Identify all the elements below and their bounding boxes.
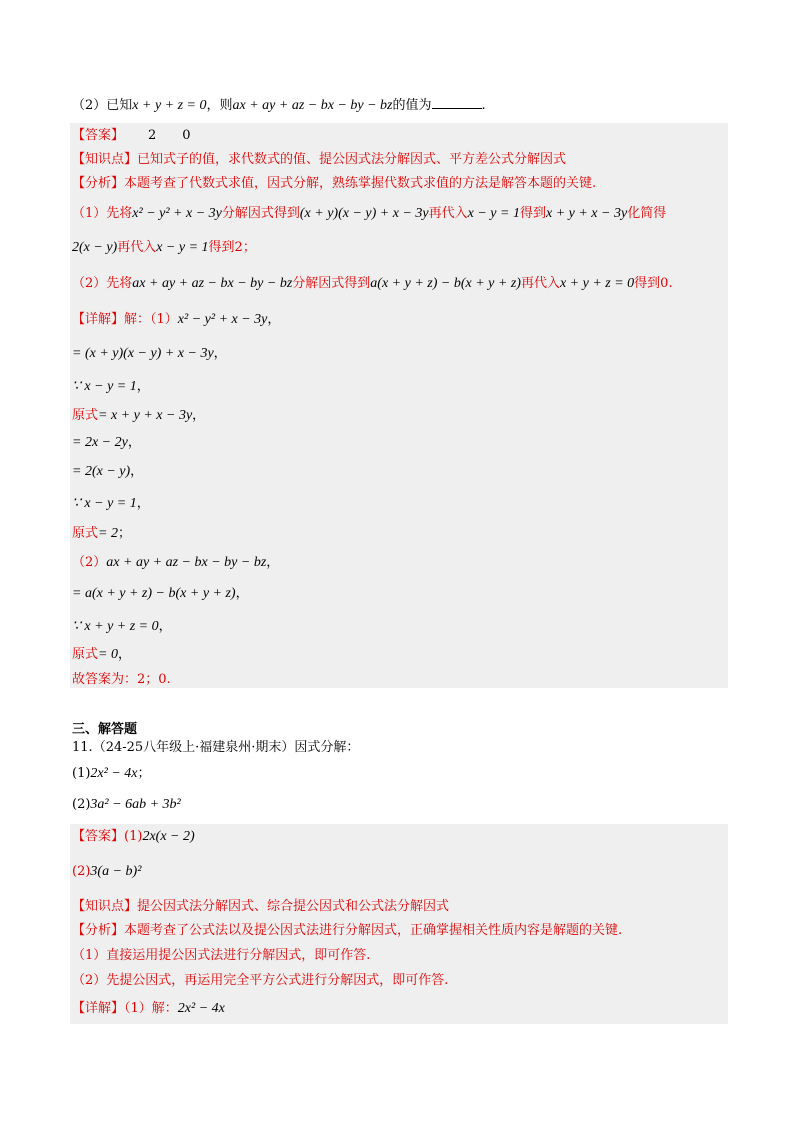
step-3-math: ∵ x − y = 1: [72, 379, 137, 394]
analysis-1-part2: [72, 274, 673, 294]
knowledge-label: 【知识点】: [72, 152, 138, 167]
detail-step-8: 原式= 2；: [72, 526, 131, 541]
detail-text: 解：（1）: [124, 312, 178, 327]
a2-math1: ax + ay + az − bx − by − bz: [132, 276, 293, 291]
a1-math4: x + y + x − 3y: [545, 206, 628, 221]
answer-values: 2 0: [148, 128, 191, 143]
detail-step-11: ∵ x + y + z = 0，: [72, 619, 172, 634]
analysis-2-part2: （2）先提公因式，再运用完全平方公式进行分解因式，即可作答.: [72, 973, 449, 988]
step-5-math: = 2x − 2y: [72, 435, 128, 450]
q11-p1-math: 2x² − 4x: [90, 766, 138, 781]
detail-step-10: = a(x + y + z) − b(x + y + z)，: [72, 586, 249, 601]
q2-condition: x + y + z = 0: [132, 98, 207, 113]
q11-text: （24-25八年级上·福建泉州·期末）因式分解：: [92, 740, 360, 755]
q2-prefix: （2）已知: [72, 98, 133, 113]
answer-2-p2-label: (2): [72, 864, 91, 879]
detail-step-6: = 2(x − y)，: [72, 464, 144, 479]
a1-text1: （1）先将: [72, 206, 133, 221]
a2-text1: （2）先将: [72, 276, 133, 291]
a1-text3: 再代入: [428, 206, 468, 221]
step-10-math: = a(x + y + z) − b(x + y + z): [72, 586, 236, 601]
step-4-math: = x + y + x − 3y: [98, 408, 193, 423]
answer-2-p2-line: [72, 862, 141, 882]
step-12-label: 原式: [72, 647, 99, 662]
detail-step-9: （2）ax + ay + az − bx − by − bz，: [72, 555, 280, 570]
a1-text7: 得到2；: [208, 240, 256, 255]
step-4-label: 原式: [72, 408, 99, 423]
detail-step-2: = (x + y)(x − y) + x − 3y，: [72, 346, 227, 361]
knowledge-2-line: [72, 897, 449, 917]
a1-math2: (x + y)(x − y) + x − 3y: [299, 206, 429, 221]
a1-text6: 再代入: [117, 240, 157, 255]
a1-math3: x − y = 1: [467, 206, 520, 221]
analysis-text: 本题考查了代数式求值，因式分解，熟练掌握代数式求值的方法是解答本题的关键.: [124, 176, 597, 191]
step-12-math: = 0: [98, 647, 118, 662]
knowledge-2-text: 提公因式法分解因式、综合提公因式和公式法分解因式: [137, 899, 450, 914]
a1-text4: 得到: [519, 206, 546, 221]
analysis-2-part1: （1）直接运用提公因式法进行分解因式，即可作答.: [72, 948, 371, 963]
step-8-math: = 2: [98, 526, 118, 541]
answer-2-line: [72, 827, 195, 847]
analysis-label: 【分析】: [72, 176, 125, 191]
q11-p2-math: 3a² − 6ab + 3b²: [90, 797, 181, 812]
detail-2-math: 2x² − 4x: [177, 1001, 225, 1016]
q11-number: 11.: [72, 740, 93, 755]
q11-part-2: [72, 795, 181, 815]
q11-p2-label: (2): [72, 797, 91, 812]
detail-step-3: ∵ x − y = 1，: [72, 379, 150, 394]
q2-expression: ax + ay + az − bx − by − bz: [232, 98, 393, 113]
final-answer: 故答案为：2；0.: [72, 672, 171, 687]
answer-blank: [432, 96, 482, 109]
detail-step-12: 原式= 0，: [72, 647, 131, 662]
answer-1-line: [72, 126, 191, 146]
detail-2-text: （1）解：: [124, 1001, 178, 1016]
detail-step-7: ∵ x − y = 1，: [72, 496, 150, 511]
q11-part-1: (1)2x² − 4x；: [72, 766, 151, 781]
a2-text2: 分解因式得到: [292, 276, 371, 291]
a2-text3: 再代入: [520, 276, 560, 291]
step-9-math: ax + ay + az − bx − by − bz: [106, 555, 267, 570]
q2-end: .: [481, 98, 486, 113]
analysis-1-part1-cont: [72, 238, 256, 258]
analysis-2-line: [72, 921, 622, 941]
step-11-math: ∵ x + y + z = 0: [72, 619, 159, 634]
detail-label: 【详解】: [72, 312, 125, 327]
q2-suffix: 的值为: [392, 98, 432, 113]
question-11: [72, 738, 359, 758]
a2-text4: 得到0.: [634, 276, 673, 291]
detail-2-line: [72, 999, 225, 1019]
answer-2-p2-math: 3(a − b)²: [90, 864, 142, 879]
q2-mid: ，则: [206, 98, 233, 113]
step-8-label: 原式: [72, 526, 99, 541]
answer-2-p1-label: (1): [124, 829, 143, 844]
q11-p1-label: (1): [72, 766, 91, 781]
detail-2-label: 【详解】: [72, 1001, 125, 1016]
detail-1-line: 【详解】解：（1）x² − y² + x − 3y，: [72, 312, 281, 327]
answer-2-label: 【答案】: [72, 829, 125, 844]
a2-math2: a(x + y + z) − b(x + y + z): [370, 276, 521, 291]
analysis-1-line: [72, 174, 596, 194]
a1-text2: 分解因式得到: [221, 206, 300, 221]
detail-step-4: 原式= x + y + x − 3y，: [72, 408, 206, 423]
step-9-label: （2）: [72, 555, 107, 570]
answer-label: 【答案】: [72, 128, 125, 143]
a1-text5: 化简得: [627, 206, 667, 221]
step-7-math: ∵ x − y = 1: [72, 496, 137, 511]
analysis-1-part1: [72, 204, 666, 224]
a2-math3: x + y + z = 0: [559, 276, 635, 291]
step-2-math: = (x + y)(x − y) + x − 3y: [72, 346, 214, 361]
step-6-math: = 2(x − y): [72, 464, 131, 479]
question-2: [72, 96, 486, 116]
knowledge-2-label: 【知识点】: [72, 899, 138, 914]
knowledge-text: 已知式子的值，求代数式的值、提公因式法分解因式、平方差公式分解因式: [137, 152, 567, 167]
answer-2-p1-math: 2x(x − 2): [142, 829, 195, 844]
detail-step-5: = 2x − 2y，: [72, 435, 141, 450]
detail-step-1: x² − y² + x − 3y: [177, 312, 268, 327]
analysis-2-label: 【分析】: [72, 923, 125, 938]
a1-math1: x² − y² + x − 3y: [132, 206, 222, 221]
section-heading: 三、解答题: [72, 722, 138, 737]
a1-math6: x − y = 1: [156, 240, 209, 255]
analysis-2-text: 本题考查了公式法以及提公因式法进行分解因式，正确掌握相关性质内容是解题的关键.: [124, 923, 623, 938]
knowledge-1-line: [72, 150, 566, 170]
a1-math5: 2(x − y): [72, 240, 118, 255]
